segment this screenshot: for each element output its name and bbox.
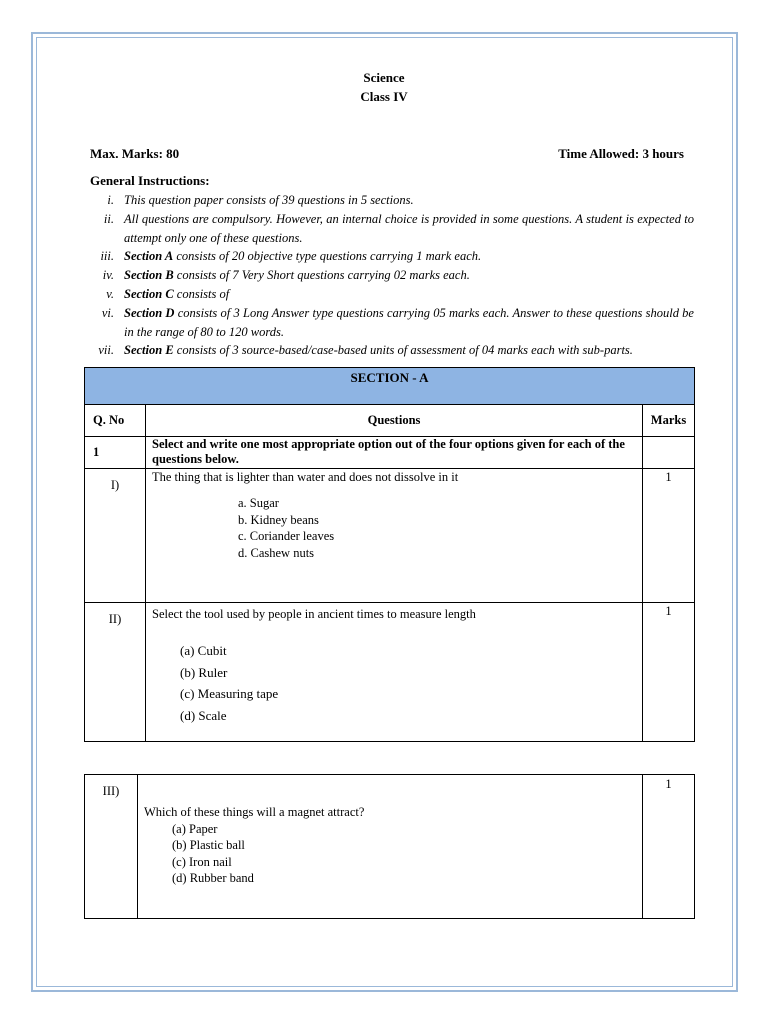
option: (d) Scale — [180, 707, 227, 723]
instruction-item: i. This question paper consists of 39 questions in 5 sections. — [107, 193, 414, 207]
option: (c) Iron nail — [172, 854, 232, 869]
question-cell — [146, 469, 643, 603]
question-number: I) — [85, 469, 146, 603]
option: b. Kidney beans — [238, 512, 319, 527]
column-header-qno: Q. No — [85, 405, 146, 437]
section-a-table — [84, 367, 695, 742]
question-number: II) — [85, 603, 146, 742]
option: d. Cashew nuts — [238, 545, 315, 560]
question-text: The thing that is lighter than water and does not dissolve in it — [152, 470, 459, 484]
question-iii-table — [84, 774, 695, 919]
options-list — [238, 495, 636, 561]
marks-value: 1 — [643, 469, 695, 603]
option: (a) Cubit — [180, 643, 227, 658]
section-a-header: SECTION - A — [85, 368, 695, 405]
instruction-item: iv. Section B consists of 7 Very Short questions carrying 02 marks each. — [102, 268, 470, 283]
instructions-heading: General Instructions: — [90, 173, 210, 188]
column-header-questions: Questions — [146, 405, 643, 437]
question-number: III) — [85, 775, 138, 919]
option: (a) Paper — [172, 821, 218, 836]
instruction-item: ii. All questions are compulsory. However, an internal choice is provided in some questions. A student is expected to attempt only one of these questions. — [103, 211, 694, 245]
question-text: Which of these things will a magnet attract? — [144, 805, 365, 819]
column-header-marks: Marks — [643, 405, 695, 437]
options-list — [172, 821, 636, 887]
instruction-item: vii. Section E consists of 3 source-based/case-based units of assessment of 04 marks each with sub-parts. — [98, 343, 633, 358]
option: (b) Plastic ball — [172, 838, 245, 852]
option: (d) Rubber band — [172, 871, 254, 885]
question-cell — [138, 775, 643, 919]
marks-cell — [643, 437, 695, 469]
marks-value: 1 — [643, 603, 695, 742]
question-text: Select the tool used by people in ancient times to measure length — [152, 607, 476, 621]
instruction-item: v. Section C consists of — [106, 286, 230, 301]
option: c. Coriander leaves — [238, 529, 335, 543]
marks-value: 1 — [643, 775, 695, 919]
max-marks: Max. Marks: 80 — [90, 146, 180, 161]
question-number: 1 — [85, 437, 146, 469]
option: a. Sugar — [238, 496, 279, 510]
options-list — [180, 640, 636, 726]
question-cell — [146, 603, 643, 742]
instruction-item: vi. Section D consists of 3 Long Answer type questions carrying 05 marks each. Answer to these questions should be in the range of 80 to 120 words. — [101, 305, 694, 339]
option: (b) Ruler — [180, 664, 228, 680]
question-text: Select and write one most appropriate option out of the four options given for each of the questions below. — [146, 437, 643, 469]
time-allowed: Time Allowed: 3 hours — [558, 146, 684, 161]
subject-title: Science — [363, 70, 405, 85]
class-title: Class IV — [360, 89, 408, 104]
instruction-item: iii. Section A consists of 20 objective type questions carrying 1 mark each. — [100, 249, 482, 264]
option: (c) Measuring tape — [180, 686, 279, 701]
instructions-list — [84, 191, 694, 360]
